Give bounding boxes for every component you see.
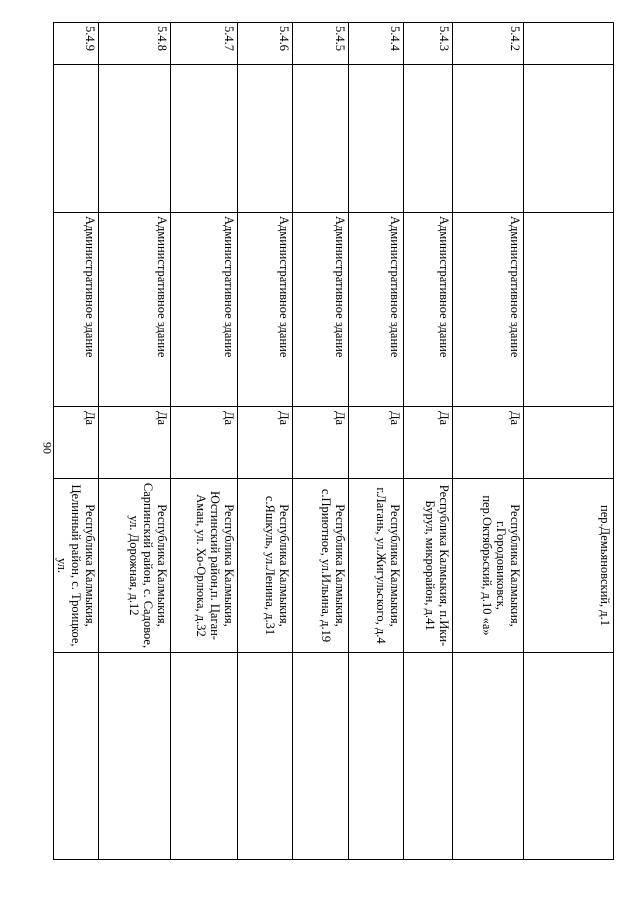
cell-extra: [99, 653, 171, 860]
cell-type: Административное здание: [349, 213, 404, 407]
cell-number: 5.4.8: [99, 23, 171, 65]
cell-extra: [524, 653, 614, 860]
cell-address: Республика Калмыкия, с.Приютное, ул.Ильина, д.19: [293, 479, 349, 653]
page-number-text: 90: [40, 442, 55, 454]
cell-number: 5.4.6: [238, 23, 293, 65]
cell-blank: [524, 65, 614, 213]
cell-number: 5.4.2: [453, 23, 524, 65]
cell-type: Административное здание: [54, 213, 99, 407]
table-row: [453, 23, 524, 860]
table-row: [171, 23, 238, 860]
cell-blank: [171, 65, 238, 213]
cell-flag: Да: [171, 407, 238, 479]
cell-type: Административное здание: [453, 213, 524, 407]
document-table-rotated: [55, 22, 614, 859]
table-row: [404, 23, 453, 860]
cell-extra: [171, 653, 238, 860]
objects-table: [53, 22, 614, 860]
cell-type: Административное здание: [293, 213, 349, 407]
table-row: [238, 23, 293, 860]
cell-blank: [99, 65, 171, 213]
cell-address: пер.Демьяновский, д.1: [524, 479, 614, 653]
cell-address: Республика Калмыкия, Юстинский район,п. Цаган-Аман, ул. Хо-Орлюка, д.32: [171, 479, 238, 653]
cell-flag: [524, 407, 614, 479]
cell-blank: [293, 65, 349, 213]
cell-type: Административное здание: [404, 213, 453, 407]
table-row: [524, 23, 614, 860]
cell-extra: [404, 653, 453, 860]
table-row: [349, 23, 404, 860]
cell-address: Республика Калмыкия, п.Ики-Бурул, микрорайон, д.41: [404, 479, 453, 653]
cell-flag: Да: [453, 407, 524, 479]
cell-address: Республика Калмыкия, с.Яшкуль, ул.Ленина, д.31: [238, 479, 293, 653]
cell-type: Административное здание: [238, 213, 293, 407]
cell-blank: [404, 65, 453, 213]
cell-extra: [293, 653, 349, 860]
cell-number: 5.4.7: [171, 23, 238, 65]
cell-number: 5.4.5: [293, 23, 349, 65]
cell-type: [524, 213, 614, 407]
cell-flag: Да: [404, 407, 453, 479]
cell-address: Республика Калмыкия, г.Лагань, ул.Жигульского, д.4: [349, 479, 404, 653]
cell-flag: Да: [349, 407, 404, 479]
cell-extra: [54, 653, 99, 860]
cell-extra: [349, 653, 404, 860]
cell-number: 5.4.4: [349, 23, 404, 65]
cell-flag: Да: [54, 407, 99, 479]
table-row: [293, 23, 349, 860]
cell-address: Республика Калмыкия, Целинный район, с. Троицкое, ул.: [54, 479, 99, 653]
table-row: [99, 23, 171, 860]
page-number: [40, 438, 54, 458]
table-row: [54, 23, 99, 860]
cell-address: Республика Калмыкия, Сарпинский район, с. Садовое, ул. Дорожная, д.12: [99, 479, 171, 653]
cell-type: Административное здание: [171, 213, 238, 407]
cell-blank: [349, 65, 404, 213]
cell-blank: [238, 65, 293, 213]
cell-extra: [238, 653, 293, 860]
cell-address: Республика Калмыкия, г.Городовиковск, пер.Октябрьский, д.10 «а»: [453, 479, 524, 653]
cell-blank: [453, 65, 524, 213]
cell-flag: Да: [238, 407, 293, 479]
cell-number: 5.4.9: [54, 23, 99, 65]
cell-extra: [453, 653, 524, 860]
document-table-wrapper: [55, 22, 614, 859]
cell-number: [524, 23, 614, 65]
cell-number: 5.4.3: [404, 23, 453, 65]
cell-flag: Да: [293, 407, 349, 479]
cell-type: Административное здание: [99, 213, 171, 407]
cell-flag: Да: [99, 407, 171, 479]
cell-blank: [54, 65, 99, 213]
